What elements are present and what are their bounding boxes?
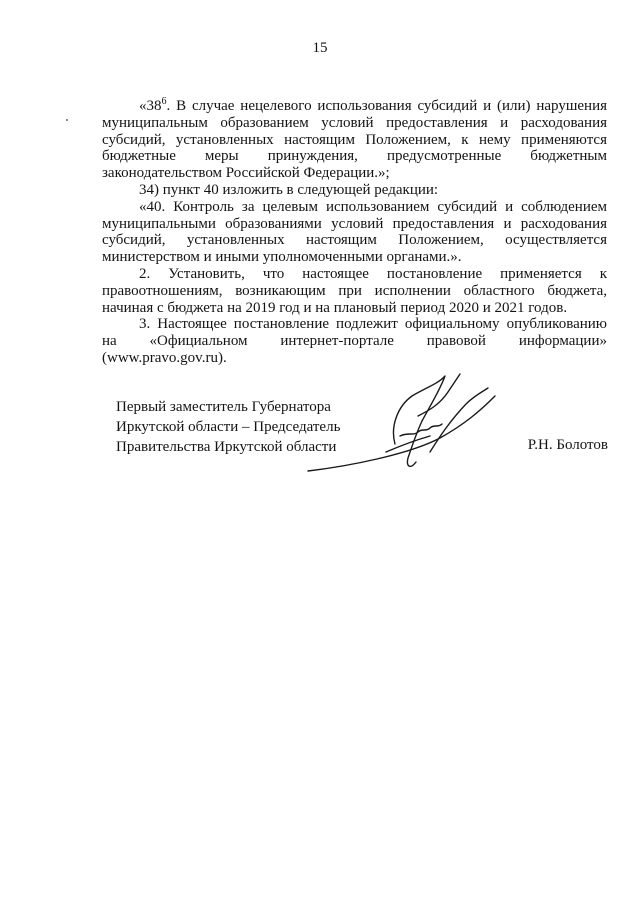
scan-artifact — [66, 119, 68, 121]
paragraph-3: 3. Настоящее постановление подлежит официальному опубликованию на «Официальном интернет-портале правовой информации» (www.pravo.gov.ru). — [102, 316, 607, 366]
paragraph-40: «40. Контроль за целевым использованием субсидий и соблюдением муниципальными образованиями условий предоставления и расходования субсидий, установленных настоящим Положением, осуществляется министерством и иными уполномоченными органами.». — [102, 198, 607, 266]
signatory-title-line: Иркутской области – Председатель — [116, 419, 341, 435]
signatory-title-line: Первый заместитель Губернатора — [116, 399, 331, 415]
paragraph-38-6 — [102, 98, 607, 182]
signatory-title-line: Правительства Иркутской области — [116, 439, 337, 455]
clause-number: «38 — [139, 98, 162, 114]
signatory-name: Р.Н. Болотов — [527, 437, 608, 453]
document-body — [102, 98, 607, 367]
handwritten-signature — [290, 366, 510, 486]
paragraph-item-34: 34) пункт 40 изложить в следующей редакции: — [139, 181, 439, 198]
paragraph-2: 2. Установить, что настоящее постановление применяется к правоотношениям, возникающим при исполнении областного бюджета, начиная с бюджета на 2019 год и на плановый период 2020 и 2021 годов. — [102, 265, 607, 316]
clause-superscript: 6 — [161, 96, 167, 107]
page-number: 15 — [312, 40, 328, 56]
clause-text: . В случае нецелевого использования субсидий и (или) нарушения муниципальным образованием условий предоставления и расходования субсидий, установленных настоящим Положением, к нему применяются бюджетные меры принуждения, предусмотренные бюджетным законодательством Российской Федерации.»; — [102, 98, 607, 182]
